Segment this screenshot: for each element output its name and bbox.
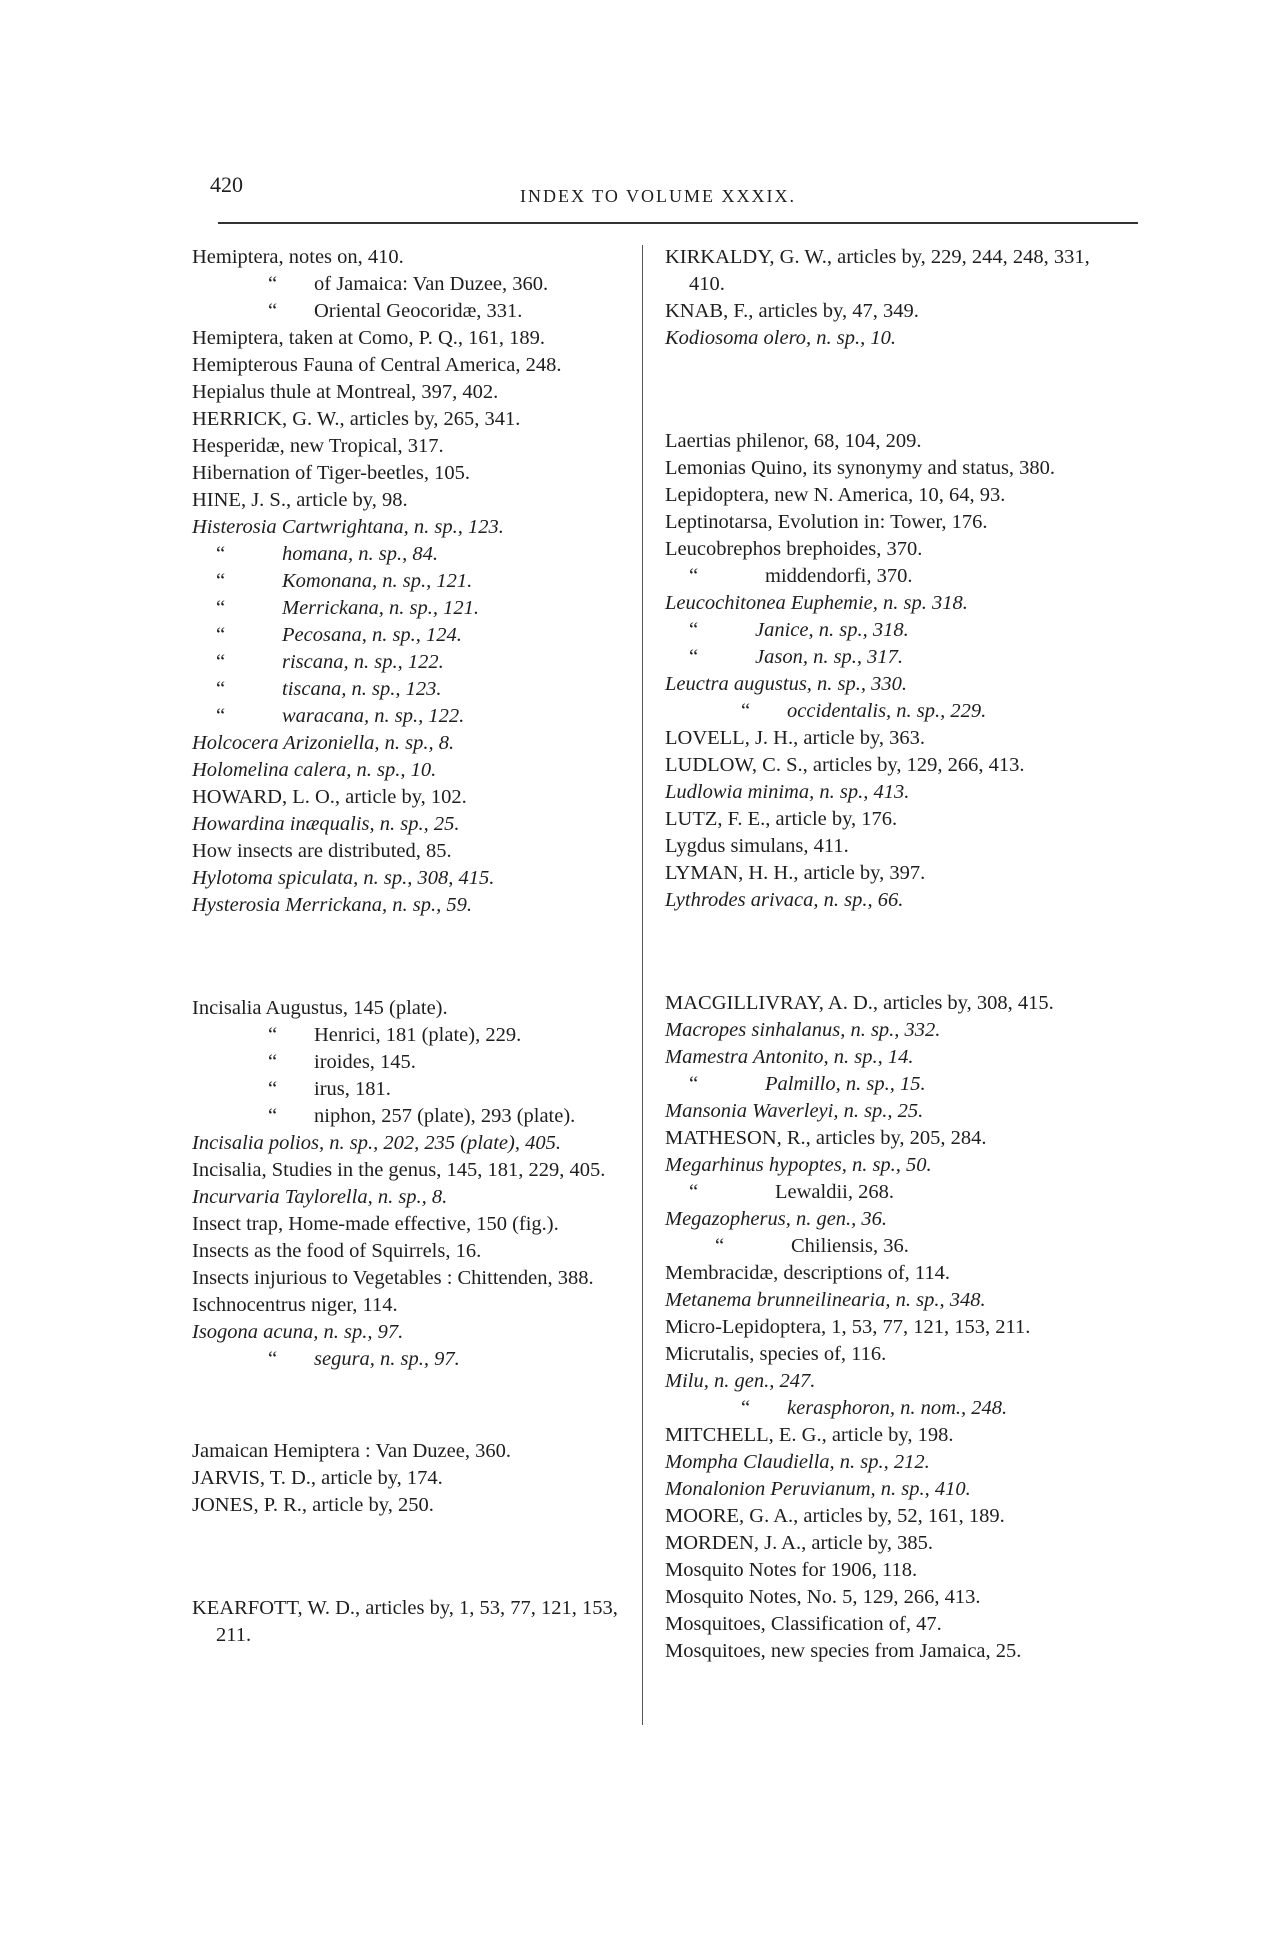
index-entry: Lepidoptera, new N. America, 10, 64, 93. — [665, 484, 1006, 506]
running-title: INDEX TO VOLUME XXXIX. — [520, 186, 796, 206]
index-entry: Hesperidæ, new Tropical, 317. — [192, 435, 444, 457]
index-entry: “ Lewaldii, 268. — [689, 1181, 894, 1203]
section-gap — [192, 1373, 642, 1438]
index-entry: “ middendorfi, 370. — [689, 565, 913, 587]
index-entry: KNAB, F., articles by, 47, 349. — [665, 300, 919, 322]
index-entry: “ waracana, n. sp., 122. — [216, 705, 465, 727]
index-entry: Lythrodes arivaca, n. sp., 66. — [665, 889, 904, 911]
index-entry: Micro-Lepidoptera, 1, 53, 77, 121, 153, 211. — [665, 1316, 1031, 1338]
index-entry: Leptinotarsa, Evolution in: Tower, 176. — [665, 511, 988, 533]
index-entry: Mosquito Notes for 1906, 118. — [665, 1559, 918, 1581]
column-divider — [642, 245, 643, 1725]
index-entry: Metanema brunneilinearia, n. sp., 348. — [665, 1289, 986, 1311]
index-entry: Megarhinus hypoptes, n. sp., 50. — [665, 1154, 932, 1176]
index-entry: Howardina inæqualis, n. sp., 25. — [192, 813, 460, 835]
index-entry: JONES, P. R., article by, 250. — [192, 1494, 434, 1516]
index-entry: Hepialus thule at Montreal, 397, 402. — [192, 381, 499, 403]
index-entry: “ riscana, n. sp., 122. — [216, 651, 444, 673]
index-entry: HERRICK, G. W., articles by, 265, 341. — [192, 408, 521, 430]
index-entry: MATHESON, R., articles by, 205, 284. — [665, 1127, 987, 1149]
header-rule — [218, 222, 1138, 224]
index-entry: Ludlowia minima, n. sp., 413. — [665, 781, 910, 803]
index-entry: JARVIS, T. D., article by, 174. — [192, 1467, 443, 1489]
index-entry: Lygdus simulans, 411. — [665, 835, 849, 857]
index-entry: “ tiscana, n. sp., 123. — [216, 678, 442, 700]
index-entry: MORDEN, J. A., article by, 385. — [665, 1532, 933, 1554]
index-entry: “ Henrici, 181 (plate), 229. — [268, 1024, 522, 1046]
index-entry: Hysterosia Merrickana, n. sp., 59. — [192, 894, 472, 916]
index-entry: “ Palmillo, n. sp., 15. — [689, 1073, 926, 1095]
page-number: 420 — [210, 172, 243, 197]
index-entry: Insects injurious to Vegetables : Chittenden, 388. — [192, 1267, 594, 1289]
index-entry: Micrutalis, species of, 116. — [665, 1343, 887, 1365]
index-entry: HINE, J. S., article by, 98. — [192, 489, 408, 511]
index-entry: Insects as the food of Squirrels, 16. — [192, 1240, 482, 1262]
section-gap — [665, 914, 1115, 990]
index-entry: “ segura, n. sp., 97. — [268, 1348, 460, 1370]
index-entry: “ Komonana, n. sp., 121. — [216, 570, 473, 592]
index-entry: Hibernation of Tiger-beetles, 105. — [192, 462, 471, 484]
index-entry: LOVELL, J. H., article by, 363. — [665, 727, 925, 749]
index-entry: Membracidæ, descriptions of, 114. — [665, 1262, 951, 1284]
index-entry: LUDLOW, C. S., articles by, 129, 266, 413. — [665, 754, 1025, 776]
index-entry: Mansonia Waverleyi, n. sp., 25. — [665, 1100, 924, 1122]
index-entry: Histerosia Cartwrightana, n. sp., 123. — [192, 516, 504, 538]
index-entry: “ iroides, 145. — [268, 1051, 416, 1073]
index-entry: Incisalia, Studies in the genus, 145, 181, 229, 405. — [192, 1159, 606, 1181]
index-entry: Incisalia polios, n. sp., 202, 235 (plate), 405. — [192, 1132, 561, 1154]
index-entry: Hemiptera, notes on, 410. — [192, 246, 404, 268]
index-entry: “ Chiliensis, 36. — [715, 1235, 909, 1257]
index-entry: “ of Jamaica: Van Duzee, 360. — [268, 273, 549, 295]
index-entry: Leucochitonea Euphemie, n. sp. 318. — [665, 592, 968, 614]
index-entry: Megazopherus, n. gen., 36. — [665, 1208, 888, 1230]
index-entry: Incurvaria Taylorella, n. sp., 8. — [192, 1186, 448, 1208]
index-entry: How insects are distributed, 85. — [192, 840, 452, 862]
index-entry: “ Oriental Geocoridæ, 331. — [268, 300, 523, 322]
index-entry: Mamestra Antonito, n. sp., 14. — [665, 1046, 914, 1068]
index-entry: Insect trap, Home-made effective, 150 (fig.). — [192, 1213, 559, 1235]
index-entry: “ occidentalis, n. sp., 229. — [741, 700, 987, 722]
index-entry: Isogona acuna, n. sp., 97. — [192, 1321, 404, 1343]
index-entry: Mompha Claudiella, n. sp., 212. — [665, 1451, 930, 1473]
index-entry: Leucobrephos brephoides, 370. — [665, 538, 923, 560]
index-entry: MITCHELL, E. G., article by, 198. — [665, 1424, 954, 1446]
index-entry: Macropes sinhalanus, n. sp., 332. — [665, 1019, 941, 1041]
index-entry: Milu, n. gen., 247. — [665, 1370, 816, 1392]
section-gap — [192, 919, 642, 995]
index-entry: “ Janice, n. sp., 318. — [689, 619, 909, 641]
index-entry: Leuctra augustus, n. sp., 330. — [665, 673, 908, 695]
index-entry: “ kerasphoron, n. nom., 248. — [741, 1397, 1008, 1419]
index-entry: Holcocera Arizoniella, n. sp., 8. — [192, 732, 455, 754]
index-entry: Ischnocentrus niger, 114. — [192, 1294, 398, 1316]
index-entry: “ Merrickana, n. sp., 121. — [216, 597, 480, 619]
left-column — [192, 244, 642, 1649]
index-entry: Hemiptera, taken at Como, P. Q., 161, 189. — [192, 327, 546, 349]
index-entry: “ niphon, 257 (plate), 293 (plate). — [268, 1105, 576, 1127]
index-entry: Holomelina calera, n. sp., 10. — [192, 759, 437, 781]
index-entry: KEARFOTT, W. D., articles by, 1, 53, 77, 121, 153, 211. — [192, 1597, 618, 1646]
index-entry: Lemonias Quino, its synonymy and status, 380. — [665, 457, 1056, 479]
index-entry: Jamaican Hemiptera : Van Duzee, 360. — [192, 1440, 511, 1462]
right-column — [665, 244, 1115, 1665]
section-gap — [192, 1519, 642, 1595]
index-entry: KIRKALDY, G. W., articles by, 229, 244, 248, 331, 410. — [665, 246, 1090, 295]
index-entry: Mosquitoes, Classification of, 47. — [665, 1613, 942, 1635]
index-entry: Hemipterous Fauna of Central America, 248. — [192, 354, 562, 376]
index-entry: Kodiosoma olero, n. sp., 10. — [665, 327, 897, 349]
index-entry: Hylotoma spiculata, n. sp., 308, 415. — [192, 867, 495, 889]
index-entry: Incisalia Augustus, 145 (plate). — [192, 997, 448, 1019]
index-entry: HOWARD, L. O., article by, 102. — [192, 786, 467, 808]
index-entry: LUTZ, F. E., article by, 176. — [665, 808, 898, 830]
index-entry: Mosquito Notes, No. 5, 129, 266, 413. — [665, 1586, 981, 1608]
index-entry: “ Jason, n. sp., 317. — [689, 646, 904, 668]
index-entry: Laertias philenor, 68, 104, 209. — [665, 430, 922, 452]
index-entry: Monalonion Peruvianum, n. sp., 410. — [665, 1478, 971, 1500]
index-entry: LYMAN, H. H., article by, 397. — [665, 862, 926, 884]
index-entry: MACGILLIVRAY, A. D., articles by, 308, 415. — [665, 992, 1054, 1014]
index-entry: “ homana, n. sp., 84. — [216, 543, 439, 565]
index-entry: MOORE, G. A., articles by, 52, 161, 189. — [665, 1505, 1005, 1527]
index-entry: “ irus, 181. — [268, 1078, 391, 1100]
index-entry: “ Pecosana, n. sp., 124. — [216, 624, 462, 646]
section-gap — [665, 352, 1115, 428]
index-entry: Mosquitoes, new species from Jamaica, 25. — [665, 1640, 1022, 1662]
